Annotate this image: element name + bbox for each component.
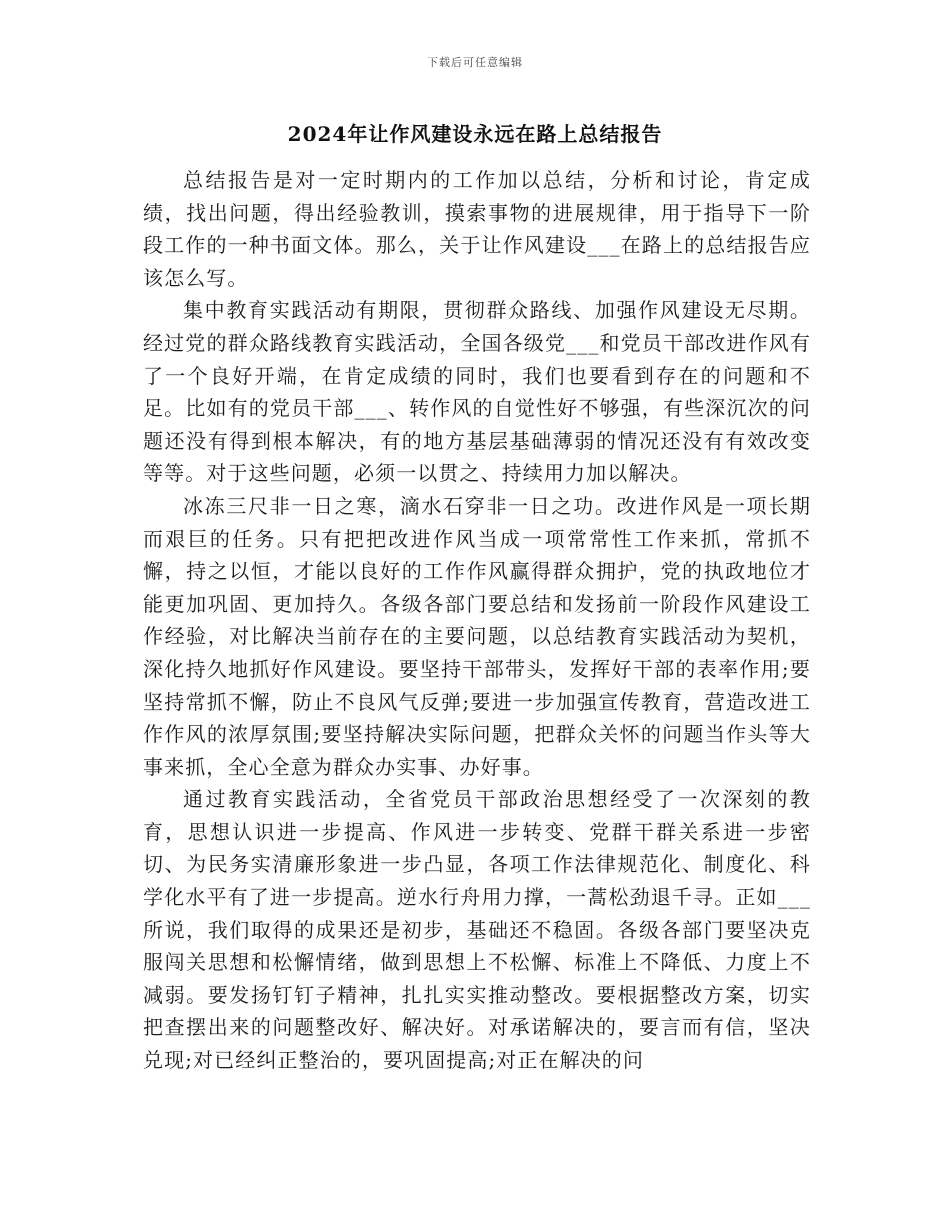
paragraph-achievements: 通过教育实践活动，全省党员干部政治思想经受了一次深刻的教育，思想认识进一步提高、作风进一步转变、党群干群关系进一步密切、为民务实清廉形象进一步凸显，各项工作法律规范化、制度化、科学化水平有了进一步提高。逆水行舟用力撑，一蒿松劲退千寻。正如___所说，我们取得的成果还是初步，基础还不稳固。各级各部门要坚决克服闯关思想和松懈情绪，做到思想上不松懈、标准上不降低、力度上不减弱。要发扬钉钉子精神，扎扎实实推动整改。要根据整改方案，切实把查摆出来的问题整改好、解决好。对承诺解决的，要言而有信，坚决兑现;对已经纠正整治的，要巩固提高;对正在解决的问 <box>143 787 811 1073</box>
paragraph-long-term-task: 冰冻三尺非一日之寒，滴水石穿非一日之功。改进作风是一项长期而艰巨的任务。只有把把改进作风当成一项常常性工作来抓，常抓不懈，持之以恒，才能以良好的工作作风赢得群众拥护，党的执政地位才能更加巩固、更加持久。各级各部门要总结和发扬前一阶段作风建设工作经验，对比解决当前存在的主要问题，以总结教育实践活动为契机，深化持久地抓好作风建设。要坚持干部带头，发挥好干部的表率作用;要坚持常抓不懈，防止不良风气反弹;要进一步加强宣传教育，营造改进工作作风的浓厚氛围;要坚持解决实际问题，把群众关怀的问题当作头等大事来抓，全心全意为群众办实事、办好事。 <box>143 493 811 779</box>
paragraph-intro: 总结报告是对一定时期内的工作加以总结，分析和讨论，肯定成绩，找出问题，得出经验教训，摸索事物的进展规律，用于指导下一阶段工作的一种书面文体。那么，关于让作风建设___在路上的总结报告应该怎么写。 <box>143 168 811 290</box>
header-note: 下载后可任意编辑 <box>427 56 523 69</box>
document-title: 2024年让作风建设永远在路上总结报告 <box>287 122 663 146</box>
document-body <box>143 164 811 1077</box>
paragraph-education-practice: 集中教育实践活动有期限，贯彻群众路线、加强作风建设无尽期。经过党的群众路线教育实践活动，全国各级党___和党员干部改进作风有了一个良好开端，在肯定成绩的同时，我们也要看到存在的问题和不足。比如有的党员干部___、转作风的自觉性好不够强，有些深沉次的问题还没有得到根本解决，有的地方基层基础薄弱的情况还没有有效改变等等。对于这些问题，必须一以贯之、持续用力加以解决。 <box>143 298 811 486</box>
